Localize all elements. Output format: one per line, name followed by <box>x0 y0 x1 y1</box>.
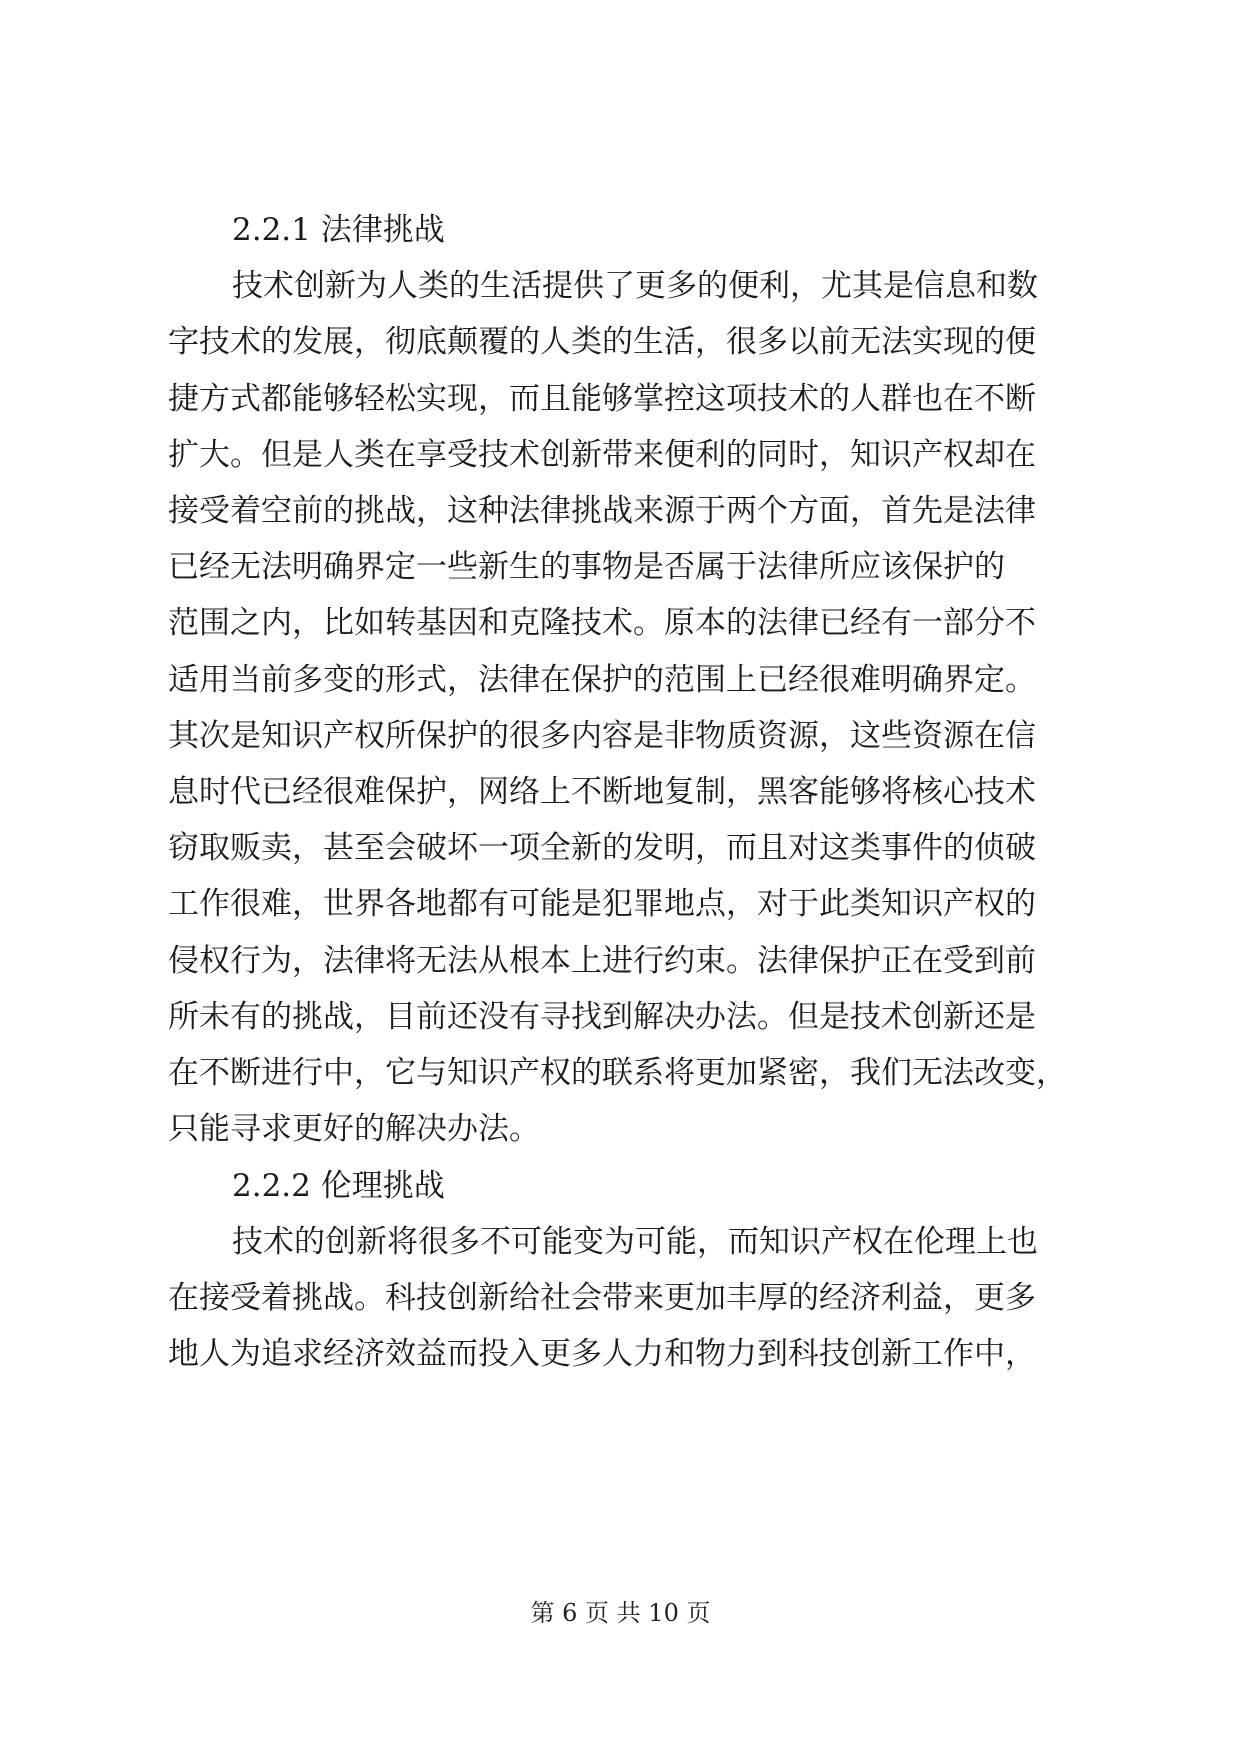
section-heading-text: 2.2.1 法律挑战 <box>232 212 445 248</box>
paragraph-text: 技术的创新将很多不可能变为可能，而知识产权在伦理上也 <box>232 1224 1038 1260</box>
paragraph-line <box>0 537 1241 597</box>
paragraph-line <box>0 706 1241 766</box>
paragraph-text: 工作很难，世界各地都有可能是犯罪地点，对于此类知识产权的 <box>168 886 1036 922</box>
paragraph-line <box>0 425 1241 485</box>
section-heading-text: 2.2.2 伦理挑战 <box>232 1168 445 1204</box>
paragraph-line <box>0 762 1241 822</box>
paragraph-text: 在不断进行中，它与知识产权的联系将更加紧密，我们无法改变， <box>168 1055 1067 1091</box>
paragraph-line <box>0 312 1241 372</box>
paragraph-text: 已经无法明确界定一些新生的事物是否属于法律所应该保护的 <box>168 549 1005 585</box>
paragraph-line <box>0 987 1241 1047</box>
paragraph-text: 范围之内，比如转基因和克隆技术。原本的法律已经有一部分不 <box>168 605 1036 641</box>
paragraph-line <box>0 1268 1241 1328</box>
paragraph-text: 地人为追求经济效益而投入更多人力和物力到科技创新工作中， <box>168 1336 1036 1372</box>
paragraph-text: 扩大。但是人类在享受技术创新带来便利的同时，知识产权却在 <box>168 437 1036 473</box>
section-heading-2-2-1 <box>0 200 1241 260</box>
paragraph-text: 在接受着挑战。科技创新给社会带来更加丰厚的经济利益，更多 <box>168 1280 1036 1316</box>
paragraph-text: 窃取贩卖，甚至会破坏一项全新的发明，而且对这类事件的侦破 <box>168 830 1036 866</box>
paragraph-line <box>0 1212 1241 1272</box>
paragraph-text: 所未有的挑战，目前还没有寻找到解决办法。但是技术创新还是 <box>168 999 1036 1035</box>
paragraph-line <box>0 874 1241 934</box>
paragraph-text: 适用当前多变的形式，法律在保护的范围上已经很难明确界定。 <box>168 662 1036 698</box>
paragraph-line <box>0 256 1241 316</box>
paragraph-line <box>0 1099 1241 1159</box>
paragraph-line <box>0 369 1241 429</box>
paragraph-line <box>0 931 1241 991</box>
paragraph-text: 只能寻求更好的解决办法。 <box>168 1111 540 1147</box>
paragraph-line <box>0 481 1241 541</box>
paragraph-line <box>0 593 1241 653</box>
paragraph-text: 字技术的发展，彻底颠覆的人类的生活，很多以前无法实现的便 <box>168 324 1036 360</box>
section-heading-2-2-2 <box>0 1156 1241 1216</box>
paragraph-text: 息时代已经很难保护，网络上不断地复制，黑客能够将核心技术 <box>168 774 1036 810</box>
paragraph-line <box>0 818 1241 878</box>
paragraph-text: 其次是知识产权所保护的很多内容是非物质资源，这些资源在信 <box>168 718 1036 754</box>
paragraph-text: 技术创新为人类的生活提供了更多的便利，尤其是信息和数 <box>232 268 1038 304</box>
paragraph-line <box>0 650 1241 710</box>
paragraph-line <box>0 1324 1241 1384</box>
paragraph-text: 捷方式都能够轻松实现，而且能够掌控这项技术的人群也在不断 <box>168 381 1036 417</box>
paragraph-text: 侵权行为，法律将无法从根本上进行约束。法律保护正在受到前 <box>168 943 1036 979</box>
paragraph-text: 接受着空前的挑战，这种法律挑战来源于两个方面，首先是法律 <box>168 493 1036 529</box>
paragraph-line <box>0 1043 1241 1103</box>
page-footer: 第 6 页 共 10 页 <box>530 1599 711 1627</box>
